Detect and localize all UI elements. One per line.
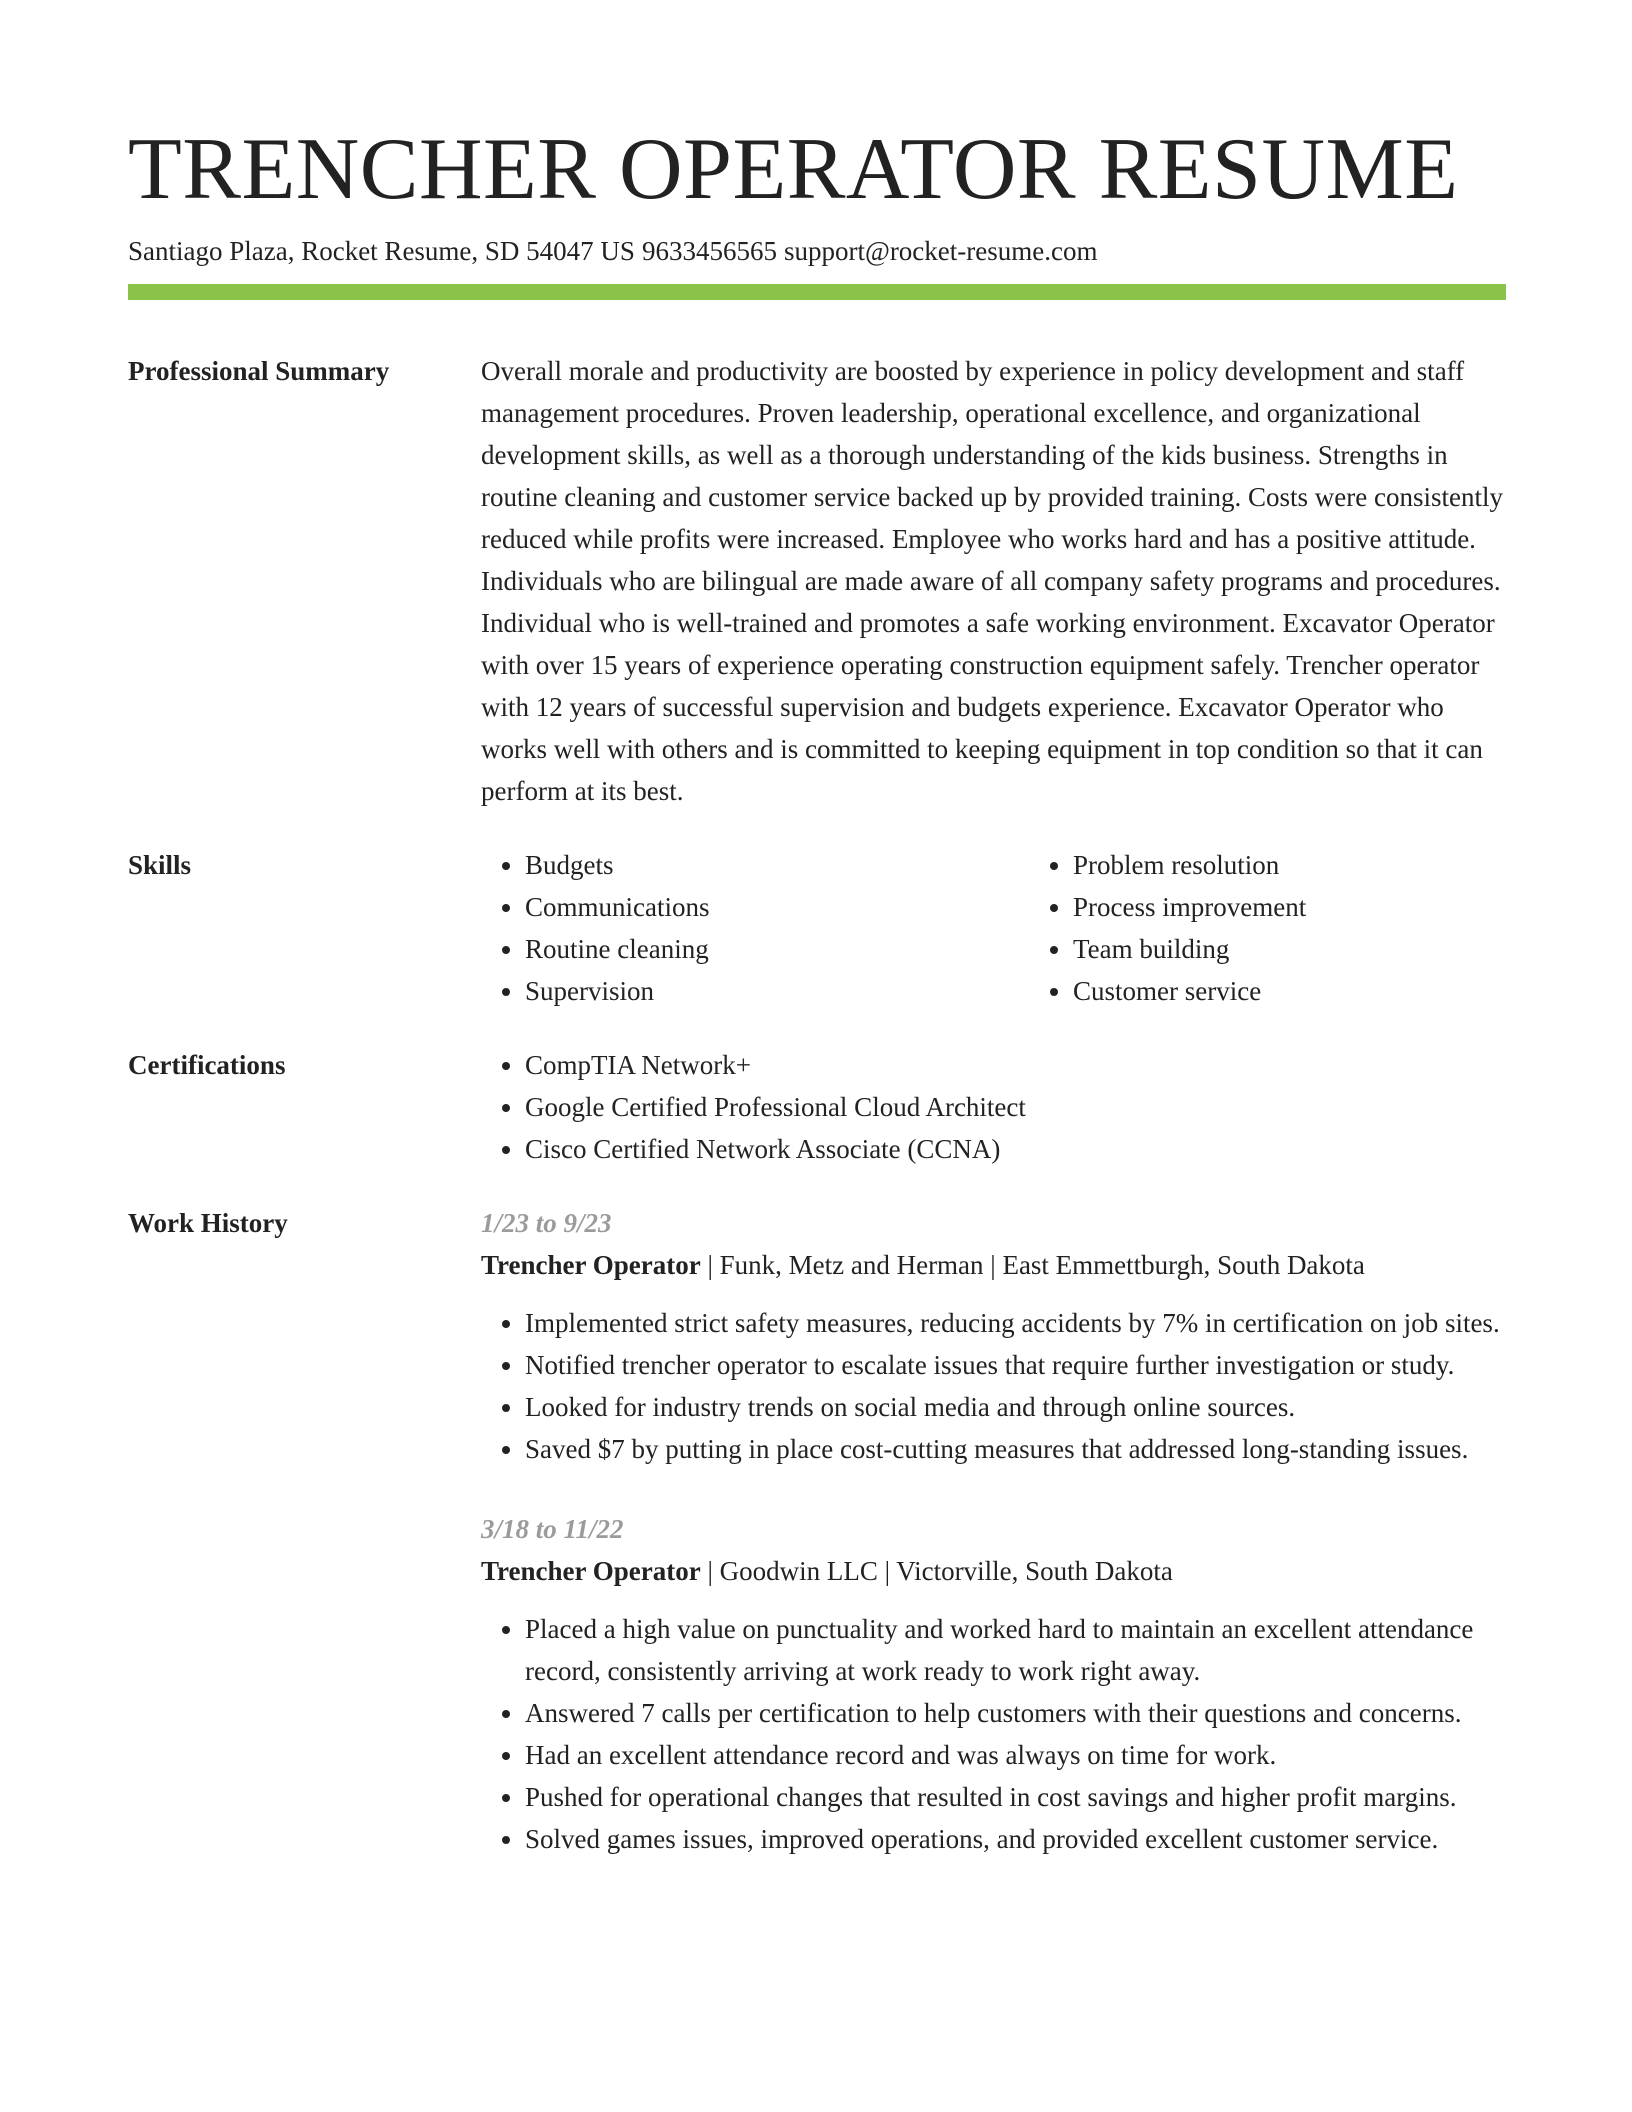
- section-certifications: [128, 1044, 1506, 1170]
- job-dates: 1/23 to 9/23: [481, 1208, 612, 1238]
- section-skills: [128, 844, 1506, 1012]
- section-work-history: [128, 1202, 1506, 1860]
- section-label-summary: Professional Summary: [128, 356, 390, 386]
- contact-email: support@rocket-resume.com: [783, 236, 1098, 266]
- job-entry: [481, 1508, 1506, 1860]
- job-entry: [481, 1202, 1506, 1470]
- job-bullet: • Placed a high value on punctuality and worked hard to maintain an excellent attendance record, consistently arriving at work ready to work right away.: [525, 1608, 1506, 1692]
- certification-item: • Google Certified Professional Cloud Architect: [525, 1086, 1506, 1128]
- header-divider: [128, 284, 1506, 300]
- job-dates: 3/18 to 11/22: [481, 1514, 624, 1544]
- contact-phone: 9633456565: [641, 236, 777, 266]
- job-bullet: • Saved $7 by putting in place cost-cutting measures that addressed long-standing issues.: [525, 1428, 1506, 1470]
- resume-title: TRENCHER OPERATOR RESUME: [128, 121, 1459, 218]
- certification-item: • Cisco Certified Network Associate (CCNA): [525, 1128, 1506, 1170]
- skill-item: • Budgets: [525, 844, 1029, 886]
- section-label-skills: Skills: [128, 850, 192, 880]
- section-professional-summary: [128, 350, 1506, 812]
- job-bullet: • Notified trencher operator to escalate issues that require further investigation or study.: [525, 1344, 1506, 1386]
- job-employer-location: | Funk, Metz and Herman | East Emmettburgh, South Dakota: [700, 1250, 1365, 1280]
- job-heading: [481, 1244, 1506, 1286]
- skill-item: • Problem resolution: [1073, 844, 1573, 886]
- skill-item: • Customer service: [1073, 970, 1573, 1012]
- certification-item: • CompTIA Network+: [525, 1044, 1506, 1086]
- skill-item: • Communications: [525, 886, 1029, 928]
- certifications-body: [481, 1044, 1506, 1170]
- contact-address: Santiago Plaza, Rocket Resume, SD 54047 US: [128, 236, 635, 266]
- job-bullet: • Solved games issues, improved operations, and provided excellent customer service.: [525, 1818, 1506, 1860]
- skill-item: • Team building: [1073, 928, 1573, 970]
- work-history-body: [481, 1202, 1506, 1860]
- job-bullet: • Implemented strict safety measures, reducing accidents by 7% in certification on job sites.: [525, 1302, 1506, 1344]
- job-bullets: [481, 1608, 1506, 1860]
- contact-line: [128, 232, 1506, 270]
- job-bullet: • Pushed for operational changes that resulted in cost savings and higher profit margins.: [525, 1776, 1506, 1818]
- skill-item: • Routine cleaning: [525, 928, 1029, 970]
- job-title: Trencher Operator: [481, 1556, 701, 1586]
- section-label-work-history: Work History: [128, 1208, 288, 1238]
- skills-list-left: [481, 844, 1029, 1012]
- job-heading: [481, 1550, 1506, 1592]
- skill-item: • Supervision: [525, 970, 1029, 1012]
- resume-page: [128, 120, 1506, 1860]
- skills-body: [481, 844, 1573, 1012]
- section-label-certifications: Certifications: [128, 1050, 286, 1080]
- skills-grid: [481, 844, 1573, 1012]
- job-bullet: • Looked for industry trends on social media and through online sources.: [525, 1386, 1506, 1428]
- job-bullets: [481, 1302, 1506, 1470]
- job-bullet: • Answered 7 calls per certification to help customers with their questions and concerns.: [525, 1692, 1506, 1734]
- job-employer-location: | Goodwin LLC | Victorville, South Dakota: [700, 1556, 1173, 1586]
- job-bullet: • Had an excellent attendance record and was always on time for work.: [525, 1734, 1506, 1776]
- job-title: Trencher Operator: [481, 1250, 701, 1280]
- skill-item: • Process improvement: [1073, 886, 1573, 928]
- skills-list-right: [1029, 844, 1573, 1012]
- summary-text: Overall morale and productivity are boosted by experience in policy development and staff management procedures. Proven leadership, operational excellence, and organizational development skills, as well as a thorough understanding of the kids business. Strengths in routine cleaning and customer service backed up by provided training. Costs were consistently reduced while profits were increased. Employee who works hard and has a positive attitude. Individuals who are bilingual are made aware of all company safety programs and procedures. Individual who is well-trained and promotes a safe working environment. Excavator Operator with over 15 years of experience operating construction equipment safely. Trencher operator with 12 years of successful supervision and budgets experience. Excavator Operator who works well with others and is committed to keeping equipment in top condition so that it can perform at its best.: [481, 356, 1503, 806]
- certifications-list: [481, 1044, 1506, 1170]
